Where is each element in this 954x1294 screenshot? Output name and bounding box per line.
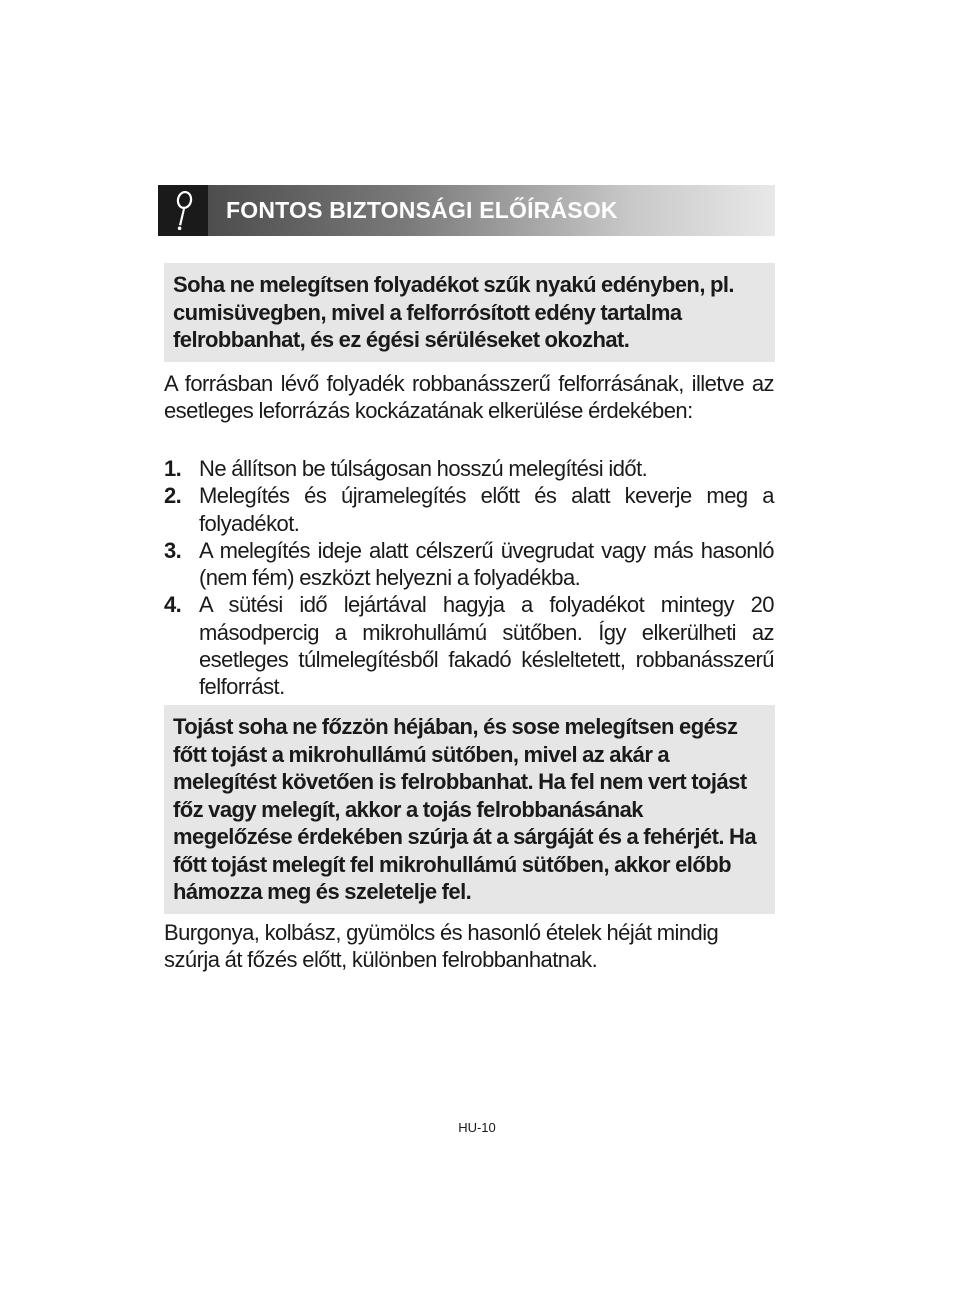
warning-box-bottle — [164, 263, 775, 362]
step-text: Melegítés és újramelegítés előtt és alatt keverje meg a folyadékot. — [199, 483, 774, 536]
step-number: 4. — [164, 592, 182, 618]
list-item — [164, 537, 774, 592]
list-item — [164, 482, 774, 537]
warning-text-eggs: Tojást soha ne főzzön héjában, és sose melegítsen egész főtt tojást a mikrohullámú sütőben, mivel az akár a melegítést követően is felrobbanhat. Ha fel nem vert tojást főz vagy melegít, akkor a tojás felrobbanásának megelőzése érdekében szúrja át a sárgáját és a fehérjét. Ha főtt tojást melegít fel mikrohullámú sütőben, akkor előbb hámozza meg és szeletelje fel. — [173, 714, 757, 904]
safety-steps-list — [164, 455, 774, 701]
step-number: 1. — [164, 456, 182, 481]
list-item — [164, 591, 774, 700]
section-header — [158, 185, 775, 236]
step-text: A melegítés ideje alatt célszerű üvegrudat vagy más hasonló (nem fém) eszközt helyezni a folyadékba. — [199, 537, 774, 591]
intro-paragraph: A forrásban lévő folyadék robbanásszerű felforrásának, illetve az esetleges leforrázás kockázatának elkerülése érdekében: — [164, 371, 774, 424]
step-text: A sütési idő lejártával hagyja a folyadékot mintegy 20 másodpercig a mikrohullámú sütőben. Így elkerülheti az esetleges túlmelegítésből fakadó késleltetett, robbanásszerű felforrást. — [199, 592, 774, 700]
page-number: HU-10 — [458, 1120, 496, 1135]
section-title: FONTOS BIZTONSÁGI ELŐÍRÁSOK — [226, 197, 618, 223]
warning-box-eggs — [164, 705, 775, 914]
header-title-box — [208, 185, 775, 236]
header-icon-box — [158, 185, 208, 236]
step-number: 3. — [164, 537, 182, 563]
outro-paragraph: Burgonya, kolbász, gyümölcs és hasonló ételek héját mindig szúrja át főzés előtt, különben felrobbanhatnak. — [164, 920, 719, 973]
list-item — [164, 455, 774, 482]
step-number: 2. — [164, 483, 182, 509]
step-text: Ne állítson be túlságosan hosszú melegítési időt. — [199, 456, 648, 481]
exclamation-mark-icon — [172, 191, 194, 231]
warning-text-bottle: Soha ne melegítsen folyadékot szűk nyakú edényben, pl. cumisüvegben, mivel a felforrósított edény tartalma felrobbanhat, és ez égési sérüléseket okozhat. — [173, 272, 734, 352]
